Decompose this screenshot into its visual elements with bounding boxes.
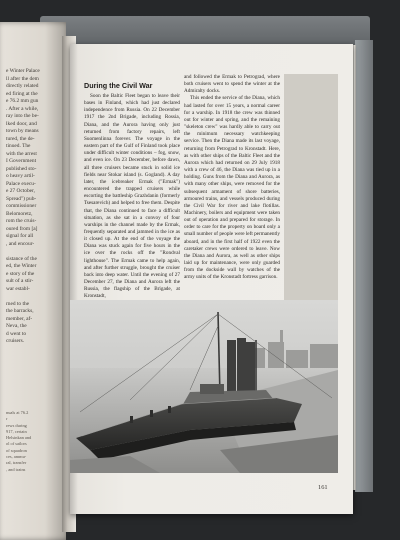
left-page-footnotes (6, 410, 66, 473)
left-page-line: ed, the Winter (6, 263, 37, 269)
left-page-line: oured from [a] (6, 225, 38, 232)
paragraph: and followed the Ermak to Petrograd, where both cruisers went to spend the winter at the Admiralty docks. (184, 74, 280, 95)
book-cover-side (355, 40, 373, 492)
left-page-note: nuals at 76.2 (6, 410, 29, 415)
left-page-line: ll after the dem (6, 75, 39, 82)
left-page-line: commissioner (6, 203, 37, 209)
left-page-line: tinued. The (6, 143, 31, 149)
left-page-line: ray into the be- (6, 113, 39, 119)
cruiser-photo (70, 300, 338, 473)
left-page-line: I Government (6, 158, 37, 164)
left-page-line: the barracks, (6, 308, 34, 314)
funnels (227, 338, 255, 392)
left-page-line: d went to (6, 330, 27, 337)
left-page-note: of squadron (6, 447, 27, 453)
left-page-line: sult of a stir- (6, 278, 34, 284)
left-page-line: Neva, the (6, 323, 27, 329)
left-page-note: ol of sailors (6, 441, 27, 447)
paragraph: Soon the Baltic Fleet began to leave their bases in Finland, which had just declared independence from Russia. On 22 December 1917 the 2nd Brigade, including Rossia, Diana, and the Aurora having only just returned from factory repairs, left Suomenlinna forever. The voyage in the eastern part of the Gulf of Finland took place under difficult winter conditions – fog, snow, and even ice. On 23 December, before dawn, all three cruisers became stuck in solid ice fields near Stokar island (s. Gogland). A day later, the icebreaker Ermak ("Ermak") encountered the trapped cruisers while escorting the battleship Grazhdanin (formerly Tsesarevich) and helped to free them. Despite that, the Diana continued to face a difficult situation, as she sat in a convoy of four warships in the channel made by the Ermak, frequently separated and jammed in the ice as it closed up. At the end of the voyage the Diana was stuck again for five hours in the ice over the rocks off the "Rondval lighthouse". The Ermak came to help again, and after further struggle, brought the cruiser back into deep water. Until the evening of 27 December 27, the Diana and Aurora left the Russia, the flagship of the Brigade, at Kronstadt, (84, 93, 180, 300)
left-page-line: directly related (6, 83, 39, 89)
left-page-line: town by means (6, 128, 39, 134)
left-page-line: . After a while, (6, 105, 39, 112)
left-page-note: 917, certain (6, 428, 27, 434)
paragraph: This ended the service of the Diana, which had lasted for over 15 years, a normal career for a warship. In 1918 the crew was thinned out for winter and spring, and the remaining "skeleton crew" was hardly able to carry out the minimum necessary watchkeeping service. Then the Diana made its last voyage, returning from Petrograd to Kronstadt. Here, as with other ships of the Baltic Fleet and the Aurora which had returned on 29 July 1918 with a crew of 46, the Diana was tied up in a holding. Guns from the Diana and Aurora, as with many other ships, were removed for the subsequent armament of shore batteries, armoured trains, and vessels produced during the Civil War for river and lake flotillas. Machinery, boilers and equipment were taken out of operation and prepared for storage. In order to care for the property on board only a small number of people were left permanently aboard, and in the first half of 1922 even the caretaker crews were ordered to leave. Now the Diana and Aurora, as well as other ships laid up for maintenance, were only guarded from the dockside wall by watches of the army units of the Kronstadt fortress garrison. (184, 95, 280, 281)
left-page-line: Palace execu- (6, 180, 36, 187)
left-page-note: Helsinkan and (6, 435, 32, 441)
photo-illustration (70, 300, 338, 473)
left-page-line: war establ- (6, 285, 30, 292)
left-page-note: ral, transfer (6, 460, 27, 466)
left-page-line: ed firing at the (6, 90, 38, 97)
left-page-line: Spread") pub- (6, 195, 37, 202)
left-page-line: e Winter Palace (6, 68, 40, 74)
left-page-line: member, af- (6, 315, 33, 322)
left-page-line: rom the cruis- (6, 218, 37, 224)
left-page-line: , and encour- (6, 240, 35, 247)
left-page (0, 22, 66, 540)
text-column-left (84, 81, 180, 301)
left-page-line (6, 248, 66, 256)
section-heading: During the Civil War (84, 81, 153, 90)
left-page-line: signal for all (6, 233, 34, 239)
column-1-body (84, 93, 180, 301)
left-page-line: rned to the (6, 300, 30, 307)
left-page-line: published sto- (6, 165, 37, 172)
left-page-note: , and trains (6, 466, 26, 472)
left-page-line: sistance of the (6, 255, 37, 262)
left-page-line: with the arrest (6, 150, 37, 157)
left-page-text (6, 68, 66, 346)
left-page-note: rews during (6, 422, 27, 428)
left-page-line: lked door, and (6, 120, 37, 127)
page-number: 161 (318, 484, 328, 491)
left-page-line: e 27 October, (6, 188, 35, 194)
left-page-line: e 76.2 mm gun (6, 98, 39, 104)
left-page-line: tured, the de- (6, 135, 35, 142)
left-page-line (6, 293, 66, 301)
text-column-right (184, 74, 280, 282)
left-page-line: o heavy artil- (6, 173, 35, 179)
left-page-line: Belomoretz, (6, 210, 33, 217)
left-page-note: ces, ammu- (6, 454, 27, 460)
left-page-line: e story of the (6, 270, 35, 277)
left-page-note: r (6, 416, 8, 422)
column-2-body (184, 74, 280, 282)
left-page-line: cruisers. (6, 338, 25, 344)
